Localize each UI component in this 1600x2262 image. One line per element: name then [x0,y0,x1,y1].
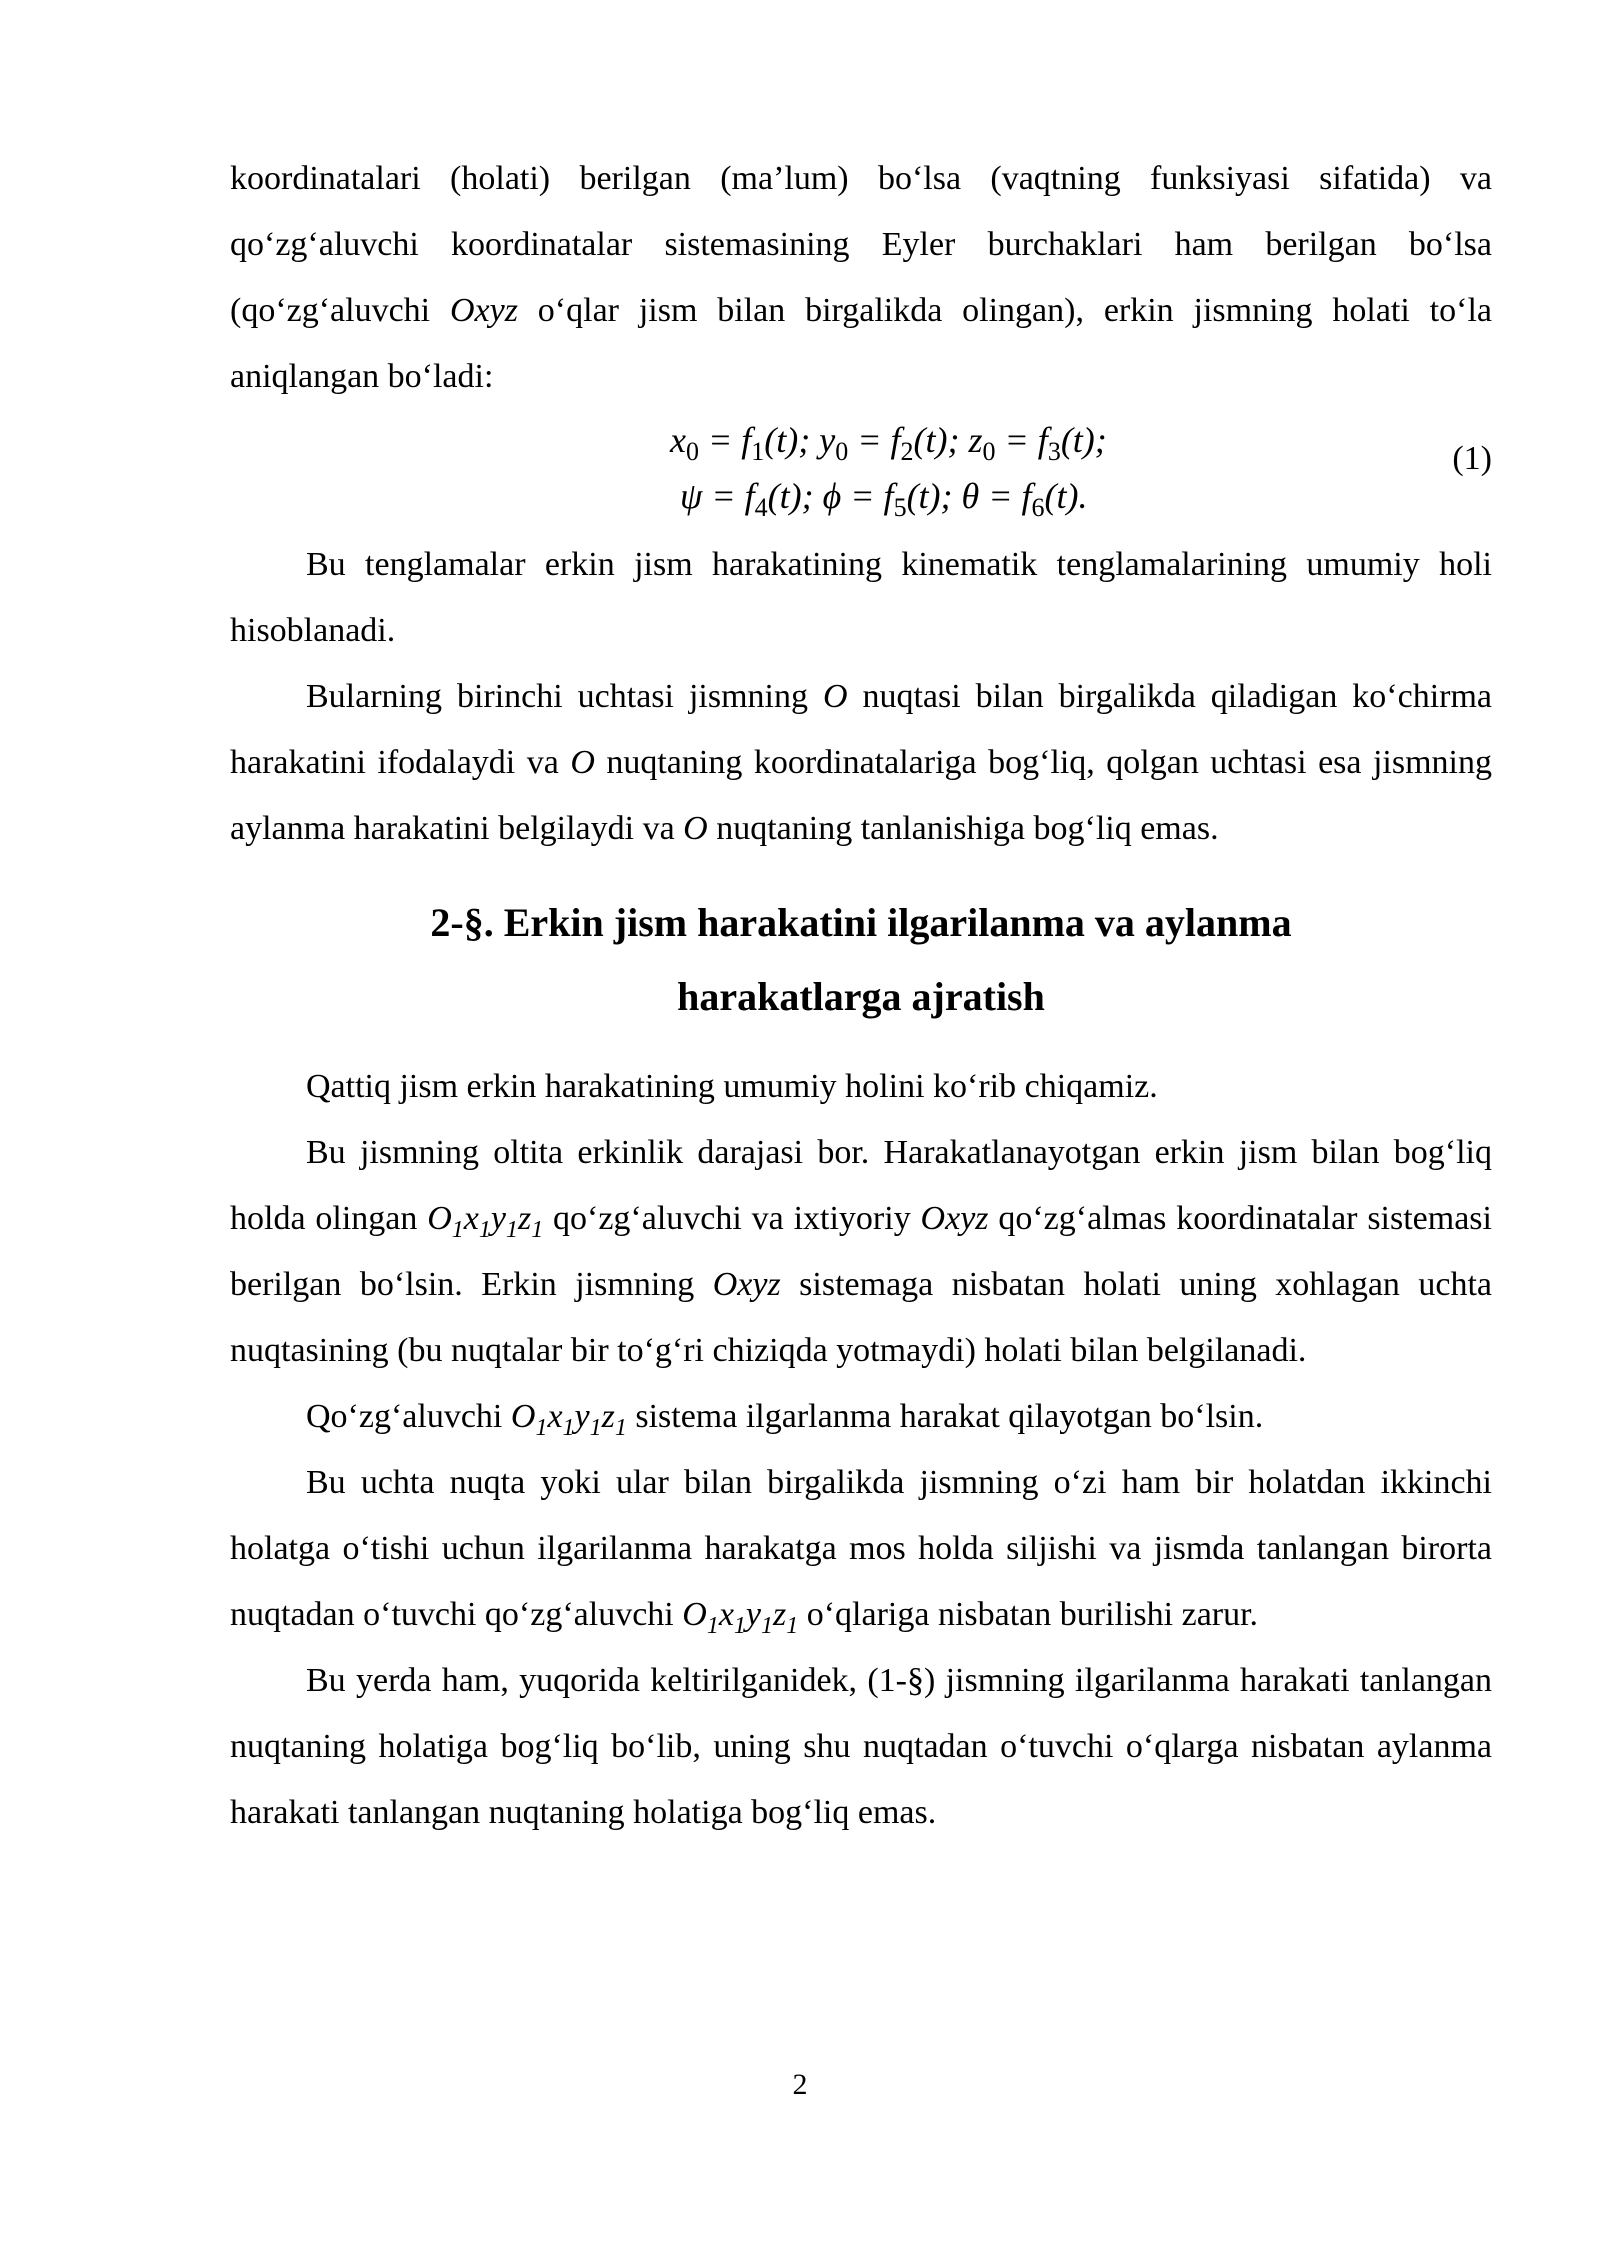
equation-number: (1) [1452,440,1492,477]
equation-line-2: $\psi = f_4(t)$; $\phi = f_5(t)$; $\theta = f_6(t)$. [680,476,1088,522]
paragraph-continuation: koordinatalari (holati) berilgan (ma’lum) bo‘lsa (vaqtning funksiyasi sifatida) va qo‘zg‘aluvchi koordinatalar sistemasining Eyler burchaklari ham berilgan bo‘lsa (qo‘zg‘aluvchi Oxyz o‘qlar jism bilan birgalikda olingan), erkin jismning holati to‘la aniqlangan bo‘ladi: [230,160,1492,395]
paragraph: Bu yerda ham, yuqorida keltirilganidek, (1-§) jismning ilgarilanma harakati tanlangan nuqtaning holatiga bog‘liq bo‘lib, uning shu nuqtadan o‘tuvchi o‘qlarga nisbatan aylanma harakati tanlangan nuqtaning holatiga bog‘liq emas. [230,1662,1492,1831]
math-o1x1y1z1: $O_1x_1y_1z_1$ [427,1200,544,1243]
math-o1x1y1z1: $O_1x_1y_1z_1$ [510,1398,627,1441]
document-page [230,146,1492,1846]
paragraph: Bularning birinchi uchtasi jismning O nuqtasi bilan birgalikda qiladigan ko‘chirma harakatini ifodalaydi va O nuqtaning koordinatalariga bog‘liq, qolgan uchtasi esa jismning aylanma harakatini belgilaydi va O nuqtaning tanlanishiga bog‘liq emas. [230,678,1493,847]
paragraph: Bu jismning oltita erkinlik darajasi bor. Harakatlanayotgan erkin jism bilan bog‘liq holda olingan $O_1x_1y_1z_1$ qo‘zg‘aluvchi va ixtiyoriy Oxyz qo‘zg‘almas koordinatalar sistemasi berilgan bo‘lsin. Erkin jismning Oxyz sistemaga nisbatan holati uning xohlagan uchta nuqtasining (bu nuqtalar bir to‘g‘ri chiziqda yotmaydi) holati bilan belgilanadi. [230,1134,1492,1369]
paragraph: Qo‘zg‘aluvchi $O_1x_1y_1z_1$ sistema ilgarlanma harakat qilayotgan bo‘lsin. [306,1398,1264,1441]
equation-line-1: $x_0 = f_1(t)$; $y_0 = f_2(t)$; $z_0 = f_3(t)$; [670,420,1107,466]
paragraph: Bu tenglamalar erkin jism harakatining kinematik tenglamalarining umumiy holi hisoblanadi. [230,546,1492,649]
paragraph: Bu uchta nuqta yoki ular bilan birgalikda jismning o‘zi ham bir holatdan ikkinchi holatga o‘tishi uchun ilgarilanma harakatga mos holda siljishi va jismda tanlangan birorta nuqtadan o‘tuvchi qo‘zg‘aluvchi $O_1x_1y_1z_1$ o‘qlariga nisbatan burilishi zarur. [230,1464,1492,1639]
math-o1x1y1z1: $O_1x_1y_1z_1$ [682,1596,799,1639]
page-number: 2 [792,2068,808,2101]
section-heading: 2-§. Erkin jism harakatini ilgarilanma va aylanma harakatlarga ajratish [430,900,1292,1019]
equation-1 [230,408,1492,532]
paragraph: Qattiq jism erkin harakatining umumiy holini ko‘rib chiqamiz. [306,1068,1158,1105]
math-oxyz: Oxyz [449,292,518,329]
